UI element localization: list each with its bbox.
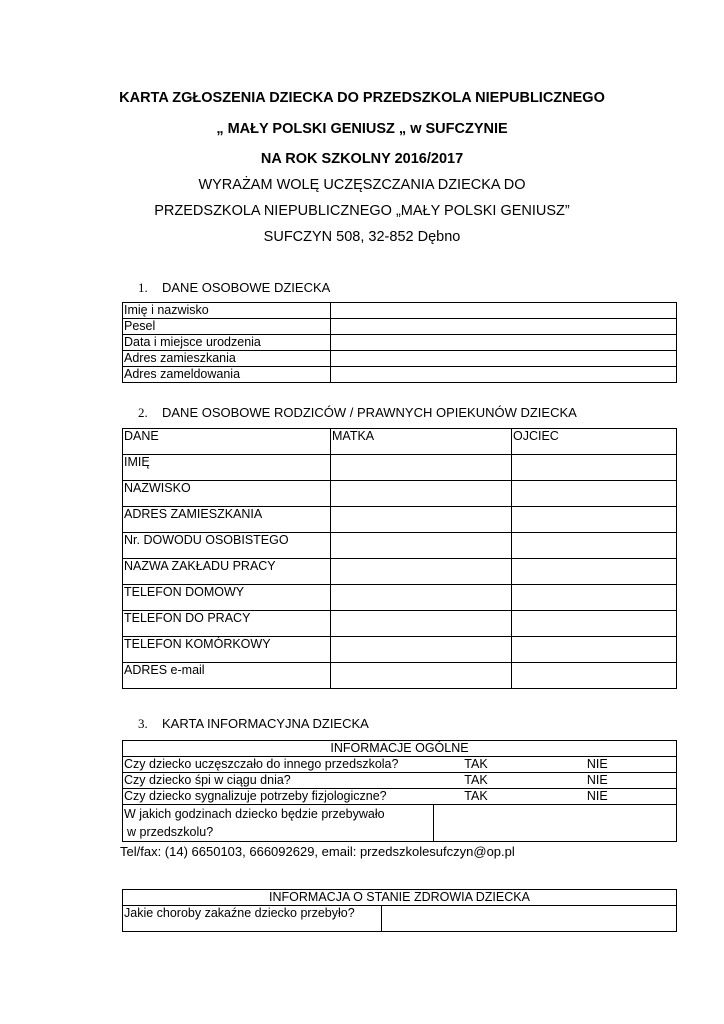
contact-footer: Tel/fax: (14) 6650103, 666092629, email: przedszkolesufczyn@op.pl (120, 844, 515, 859)
table-row (123, 335, 677, 351)
row-label: ADRES ZAMIESZKANIA (123, 507, 331, 533)
table-row (123, 481, 677, 507)
row-label: ADRES e-mail (123, 663, 331, 689)
father-cell[interactable] (512, 585, 677, 611)
row-label: Adres zameldowania (123, 367, 331, 383)
section2-title: DANE OSOBOWE RODZICÓW / PRAWNYCH OPIEKUNÓW DZIECKA (162, 405, 577, 420)
father-cell[interactable] (512, 455, 677, 481)
father-cell[interactable] (512, 611, 677, 637)
column-header: MATKA (331, 429, 512, 455)
table-row (123, 319, 677, 335)
input-cell[interactable] (331, 335, 677, 351)
input-cell[interactable] (331, 367, 677, 383)
father-cell[interactable] (512, 481, 677, 507)
mother-cell[interactable] (331, 663, 512, 689)
mother-cell[interactable] (331, 611, 512, 637)
form-title: KARTA ZGŁOSZENIA DZIECKA DO PRZEDSZKOLA NIEPUBLICZNEGO (119, 90, 605, 106)
table-title-row (123, 890, 677, 906)
mother-cell[interactable] (331, 559, 512, 585)
table-row (123, 611, 677, 637)
input-cell[interactable] (382, 906, 677, 932)
question: Czy dziecko śpi w ciągu dnia? (123, 773, 434, 789)
table-row (123, 789, 677, 805)
hours-question-line2: w przedszkolu? (127, 825, 214, 839)
section1-number: 1. (138, 280, 148, 295)
mother-cell[interactable] (331, 481, 512, 507)
section3-number: 3. (138, 716, 148, 731)
section2-heading (138, 405, 577, 421)
section3-title: KARTA INFORMACYJNA DZIECKA (162, 716, 369, 731)
father-cell[interactable] (512, 507, 677, 533)
question: Jakie choroby zakaźne dziecko przebyło? (123, 906, 382, 932)
input-cell[interactable] (331, 303, 677, 319)
yes-option[interactable]: TAK (434, 773, 519, 789)
father-cell[interactable] (512, 533, 677, 559)
row-label: Data i miejsce urodzenia (123, 335, 331, 351)
table-row (123, 773, 677, 789)
section3-heading (138, 716, 369, 732)
section1-heading (138, 280, 330, 296)
table-row (123, 507, 677, 533)
row-label: Nr. DOWODU OSOBISTEGO (123, 533, 331, 559)
no-option[interactable]: NIE (519, 789, 677, 805)
input-cell[interactable] (331, 319, 677, 335)
table-row (123, 637, 677, 663)
table-header-row (123, 429, 677, 455)
table-row (123, 757, 677, 773)
row-label: Pesel (123, 319, 331, 335)
row-label: NAZWA ZAKŁADU PRACY (123, 559, 331, 585)
table-row (123, 805, 677, 842)
table-row (123, 663, 677, 689)
hours-question-line1: W jakich godzinach dziecko będzie przebywało (124, 807, 385, 821)
table-row (123, 906, 677, 932)
kindergarten-name: „ MAŁY POLSKI GENIUSZ „ w SUFCZYNIE (216, 121, 508, 137)
section2-number: 2. (138, 405, 148, 420)
section1-title: DANE OSOBOWE DZIECKA (162, 280, 331, 295)
hours-question (123, 805, 434, 842)
question: Czy dziecko uczęszczało do innego przedszkola? (123, 757, 434, 773)
table-title: INFORMACJE OGÓLNE (123, 741, 677, 757)
row-label: Imię i nazwisko (123, 303, 331, 319)
table-row (123, 455, 677, 481)
mother-cell[interactable] (331, 507, 512, 533)
school-year: NA ROK SZKOLNY 2016/2017 (260, 151, 464, 167)
table-title: INFORMACJA O STANIE ZDROWIA DZIECKA (123, 890, 677, 906)
father-cell[interactable] (512, 559, 677, 585)
table-row (123, 367, 677, 383)
table-row (123, 351, 677, 367)
mother-cell[interactable] (331, 637, 512, 663)
no-option[interactable]: NIE (519, 757, 677, 773)
table-row (123, 559, 677, 585)
yes-option[interactable]: TAK (434, 789, 519, 805)
no-option[interactable]: NIE (519, 773, 677, 789)
row-label: TELEFON DOMOWY (123, 585, 331, 611)
hours-input-cell[interactable] (434, 805, 677, 842)
father-cell[interactable] (512, 663, 677, 689)
mother-cell[interactable] (331, 533, 512, 559)
column-header: DANE (123, 429, 331, 455)
row-label: IMIĘ (123, 455, 331, 481)
yes-option[interactable]: TAK (434, 757, 519, 773)
mother-cell[interactable] (331, 585, 512, 611)
father-cell[interactable] (512, 637, 677, 663)
health-info-table (122, 889, 677, 932)
table-row (123, 303, 677, 319)
child-data-table (122, 302, 677, 383)
row-label: TELEFON DO PRACY (123, 611, 331, 637)
table-row (123, 585, 677, 611)
input-cell[interactable] (331, 351, 677, 367)
declaration-line1: WYRAŻAM WOLĘ UCZĘSZCZANIA DZIECKA DO (198, 177, 526, 193)
table-title-row (123, 741, 677, 757)
row-label: NAZWISKO (123, 481, 331, 507)
general-info-table (122, 740, 677, 842)
column-header: OJCIEC (512, 429, 677, 455)
parents-data-table (122, 428, 677, 689)
mother-cell[interactable] (331, 455, 512, 481)
row-label: Adres zamieszkania (123, 351, 331, 367)
row-label: TELEFON KOMÓRKOWY (123, 637, 331, 663)
declaration-line2: PRZEDSZKOLA NIEPUBLICZNEGO „MAŁY POLSKI GENIUSZ” (154, 203, 570, 219)
address-line: SUFCZYN 508, 32-852 Dębno (263, 229, 461, 245)
question: Czy dziecko sygnalizuje potrzeby fizjologiczne? (123, 789, 434, 805)
table-row (123, 533, 677, 559)
